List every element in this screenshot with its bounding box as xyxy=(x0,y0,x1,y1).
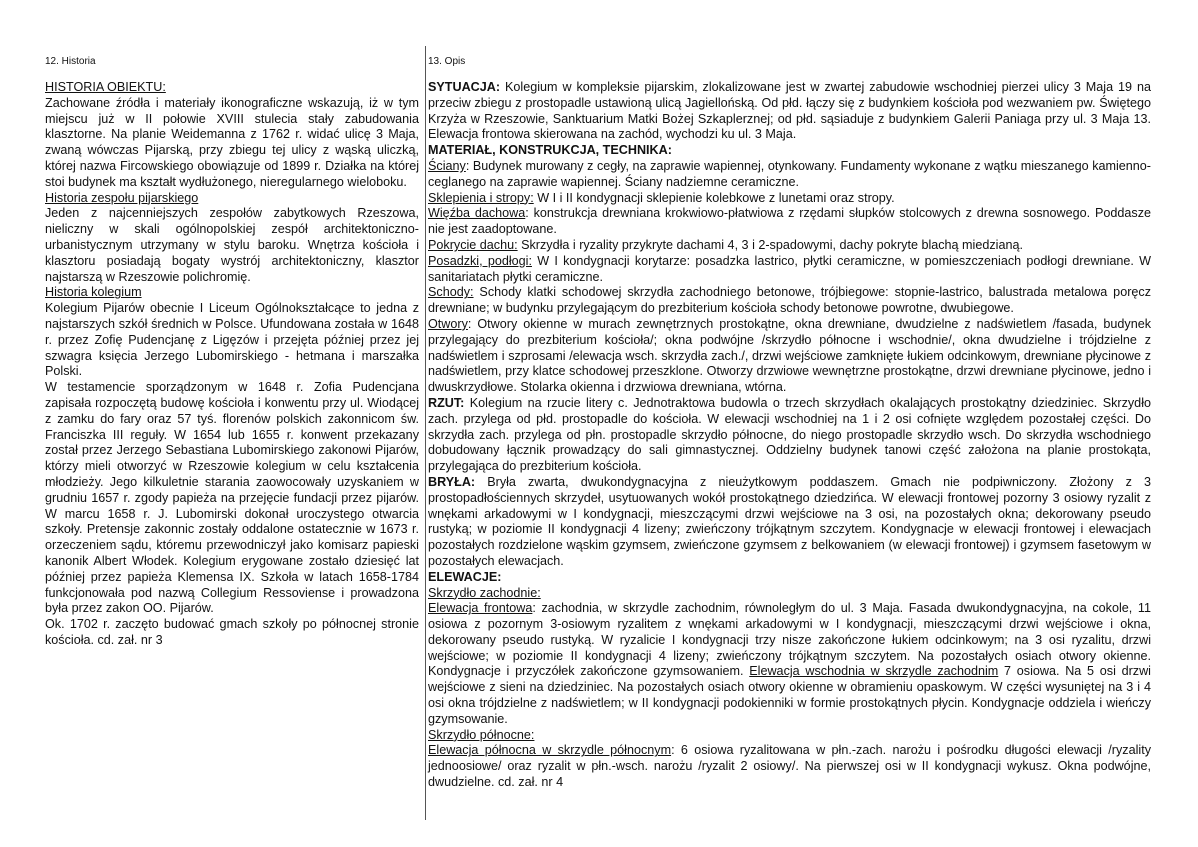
bryla-paragraph xyxy=(428,475,1151,570)
elewacja-frontowa-label: Elewacja frontowa xyxy=(428,601,533,616)
posadzki-label: Posadzki, podłogi: xyxy=(428,253,532,268)
gmach-szkoly-text: Ok. 1702 r. zaczęto budować gmach szkoły po północnej stronie kościoła. cd. zał. nr 3 xyxy=(45,617,419,647)
elewacja-polnocna-paragraph xyxy=(428,743,1151,790)
wiezba-text: : konstrukcja drewniana krokwiowo-płatwiowa z rzędami słupków stolcowych z drewna sosnowego. Poddasze nie jest zaadoptowane. xyxy=(428,206,1151,237)
rzut-text: Kolegium na rzucie litery c. Jednotraktowa budowla o trzech skrzydłach okalających prostokątny dziedziniec. Skrzydło zach. przylega od płd. prostopadle do kościoła. W elewacji wschodniej na 1 i 2 osi cofnięte względem pozostałej części. Do skrzydła zach. przylega od płn. prostopadle skrzydło północne, do niego prostopadle skrzydło wsch. Do skrzydła wschodniego dobudowany łącznik prowadzący do sali gimnastycznej. Oddzielny budynek tanowi część założona na planie prostokąta, przylegająca do prezbiterium kościoła. xyxy=(428,395,1151,474)
historia-column xyxy=(45,46,419,649)
historia-kolegium-text: Kolegium Pijarów obecnie I Liceum Ogólnokształcące to jedna z najstarszych szkół średnich w Polsce. Ufundowana została w 1648 r. przez Zofię Pudencjanę z Ligęzów i przejęta później przez jej szwagra księcia Jerzego Lubomirskiego - hetmana i marszałka Polski. xyxy=(45,301,419,379)
elewacja-wschodnia-label: Elewacja wschodnia w skrzydle zachodnim xyxy=(749,664,999,679)
rzut-label: RZUT: xyxy=(428,395,465,410)
elewacja-frontowa-text: : zachodnia, w skrzydle zachodnim, równoległym do ul. 3 Maja. Fasada dwukondygnacyjna, na cokole, 11 osiowa z pozornym 3-osiowym ryzalitem z wnękami arkadowymi w I kondygnacji, mieszczącymi drzwi wejściowe i okna, dekorowany pseudo rustyką. W ryzalicie I kondygnacji trzy nisze zakończone łukiem odcinkowym; na 3 osi ryzalitu, drzwi wejściowe; w poziomie II kondygnacji 4 lizeny; zwieńczony trójkątnym szczytem. Na pozostałych osiach otwory okienne. Kondygnacje i przyczółek zakończone gzymsowaniem. xyxy=(428,601,1151,679)
historia-zespolu-heading: Historia zespołu pijarskiego xyxy=(45,190,199,205)
sklepienia-paragraph xyxy=(428,191,1151,207)
skrzydlo-polnocne-heading: Skrzydło północne: xyxy=(428,727,535,742)
wiezba-label: Więźba dachowa xyxy=(428,206,526,221)
testament-text: W testamencie sporządzonym w 1648 r. Zofia Pudencjana zapisała rozpoczętą budowę kościoła i konwentu przy ul. Wiodącej z zamku do fary oraz 57 tyś. florenów polskich zakonnicom św. Franciszka III reguły. W 1654 lub 1655 r. konwent przekazany został przez Jerzego Sebastiana Lubomirskiego zakonowi Pijarów, którzy mieli otworzyć w Rzeszowie kolegium w celu kształcenia młodzieży. Jego kilkuletnie starania zaowocowały uzyskaniem w grudniu 1657 r. zgody papieża na przejęcie fundacji przez pijarów. W marcu 1658 r. J. Lubomirski dokonał uroczystego otwarcia szkoły. Pretensje zakonnic zostały oddalone ostatecznie w 1673 r. orzeczeniem sądu, któremu przewodniczył jako komisarz papieski kanonik Albert Włodek. Kolegium erygowane zostało dziesięć lat później przez papieża Klemensa IX. Szkoła w latach 1658-1784 funkcjonowała pod nazwą Collegium Ressoviense i prowadzona była przez zakon OO. Pijarów. xyxy=(45,380,419,616)
elewacja-frontowa-paragraph xyxy=(428,601,1151,727)
otwory-label: Otwory xyxy=(428,316,468,331)
schody-text: Schody klatki schodowej skrzydła zachodniego betonowe, trójbiegowe: stopnie-lastrico, balustrada metalowa poręcz drewniane; w budynku przylegającym do prezbiterium kościoła schody betonowe powrotne, dwubiegowe. xyxy=(428,285,1151,316)
sytuacja-paragraph xyxy=(428,80,1151,143)
historia-obiektu-heading: HISTORIA OBIEKTU: xyxy=(45,80,166,94)
sytuacja-label: SYTUACJA: xyxy=(428,80,501,94)
section-number-opis: 13. Opis xyxy=(428,56,466,67)
posadzki-text: W I kondygnacji korytarze: posadzka lastrico, płytki ceramiczne, w pomieszczeniach podłogi drewniane. W sanitariatach płytki ceramiczne. xyxy=(428,253,1152,284)
pokrycie-text: Skrzydła i ryzality przykryte dachami 4, 3 i 2-spadowymi, dachy pokryte blachą miedzianą. xyxy=(517,237,1023,252)
historia-kolegium-heading: Historia kolegium xyxy=(45,285,142,300)
otwory-paragraph xyxy=(428,317,1151,396)
pokrycie-paragraph xyxy=(428,238,1151,254)
column-divider xyxy=(425,46,426,820)
historia-obiektu-text: Zachowane źródła i materiały ikonograficzne wskazują, iż w tym miejscu już w II połowie XVIII stulecia stały zabudowania klasztorne. Na planie Weidemanna z 1762 r. widać ulicę 3 Maja, zwaną wówczas Pijarską, przy zbiegu tej ulicy z wąską uliczką, której nazwa Fircowskiego obowiązuje od 1899 r. Działka na której stoi budynek ma kształt wydłużonego, nieregularnego wieloboku. xyxy=(45,95,419,189)
posadzki-paragraph xyxy=(428,254,1151,286)
sciany-text: : Budynek murowany z cegły, na zaprawie wapiennej, otynkowany. Fundamenty wykonane z wątku mieszanego kamienno-ceglanego na zaprawie wapiennej. Ściany nadziemne ceramiczne. xyxy=(428,158,1151,189)
elewacja-polnocna-label: Elewacja północna w skrzydle północnym xyxy=(428,743,672,758)
elewacja-wschodnia-text: 7 osiowa. Na 5 osi drzwi wejściowe z sieni na dziedziniec. Na pozostałych osiach otwory okienne w obramieniu opaskowym. W części wysuniętej na 3 i 4 osi okna trójdzielne z nadświetlem; w II kondygnacji podokienniki w formie prostokątnych płycin. Kondygnacje oddziela i wieńczy gzymsowanie. xyxy=(428,664,1151,726)
otwory-text: : Otwory okienne w murach zewnętrznych prostokątne, okna drewniane, dwudzielne z nadświetlem /fasada, budynek przylegający do prezbiterium kościoła/; okna podwójne /skrzydło północne i wschodnie/, okna dwudzielne i trójdzielne z nadświetlem i szprosami /elewacja wsch. skrzydła zach./, drzwi wejściowe zamknięte łukiem odcinkowym, drewniane płycinowe z nadświetlem, przy klatce schodowej przeszklone. Otworzy drzwiowe wewnętrzne prostokątne, drzwi drewniane płycinowe, jedno i dwuskrzydłowe. Stolarka okienna i drzwiowa drewniana, wtórna. xyxy=(428,316,1151,395)
pokrycie-label: Pokrycie dachu: xyxy=(428,237,518,252)
document-page xyxy=(39,46,1160,820)
sklepienia-text: W I i II kondygnacji sklepienie kolebkowe z lunetami oraz stropy. xyxy=(533,190,895,205)
sciany-paragraph xyxy=(428,159,1151,191)
bryla-text: Bryła zwarta, dwukondygnacyjna z nieużytkowym poddaszem. Gmach nie podpiwniczony. Złożony z 3 prostopadłościennych skrzydeł, usytuowanych wokół prostokątnego dziedzińca. W elewacji frontowej pozorny 3 osiowy ryzalit z wnękami arkadowymi w I kondygnacji, mieszczącymi drzwi wejściowe na 3 osi, na pozostałych okna; dekorowany pseudo rustyką; w poziomie II kondygnacji 4 lizeny; zwieńczony trójkątnym szczytem. Kondygnacje w elewacji frontowej i elewacjach pozostałych rozdzielone wąskim gzymsem, zwieńczone gzymsem z belkowaniem (w elewacji frontowej) i gzymsem fasetowym w pozostałych elewacjach. xyxy=(428,474,1151,568)
sciany-label: Ściany xyxy=(428,158,466,173)
schody-label: Schody: xyxy=(428,285,474,300)
section-number-historia: 12. Historia xyxy=(45,56,96,67)
rzut-paragraph xyxy=(428,396,1151,475)
elewacje-heading: ELEWACJE: xyxy=(428,569,502,584)
material-heading: MATERIAŁ, KONSTRUKCJA, TECHNIKA: xyxy=(428,143,672,158)
sklepienia-label: Sklepienia i stropy: xyxy=(428,190,534,205)
skrzydlo-zachodnie-heading: Skrzydło zachodnie: xyxy=(428,585,541,600)
wiezba-paragraph xyxy=(428,206,1151,238)
bryla-label: BRYŁA: xyxy=(428,474,476,489)
schody-paragraph xyxy=(428,285,1151,317)
elewacja-polnocna-text: : 6 osiowa ryzalitowana w płn.-zach. narożu i pośrodku długości elewacji /ryzality jednoosiowe/ oraz ryzalit w płn.-wsch. narożu /ryzalit 2 osiowy/. Na pierwszej osi w II kondygnacji wykusz. Okna podwójne, dwudzielne. cd. zał. nr 4 xyxy=(428,743,1151,790)
historia-zespolu-text: Jeden z najcenniejszych zespołów zabytkowych Rzeszowa, nieliczny w skali ogólnopolskiej zespół architektoniczno-urbanistycznym utrzymany w stylu baroku. Wnętrza kościoła i klasztoru posiadają bogaty wystrój architektoniczny, klasztor najstarszą w Rzeszowie polichromię. xyxy=(45,206,419,284)
sytuacja-text: Kolegium w kompleksie pijarskim, zlokalizowane jest w zwartej zabudowie wschodniej pierzei ulicy 3 Maja 19 na przeciw zbiegu z prostopadle ustawioną ulicą Jagiellońską. Od płd. łączy się z budynkiem kościoła pod wezwaniem pw. Świętego Krzyża w Rzeszowie, Sanktuarium Matki Bożej Szkaplerznej; od płd. sąsiaduje z budynkiem Galerii Paniaga przy ul. 3 Maja 13. Elewacja frontowa skierowana na zachód, wychodzi ku ul. 3 Maja. xyxy=(428,80,1151,142)
opis-column xyxy=(428,46,1151,791)
